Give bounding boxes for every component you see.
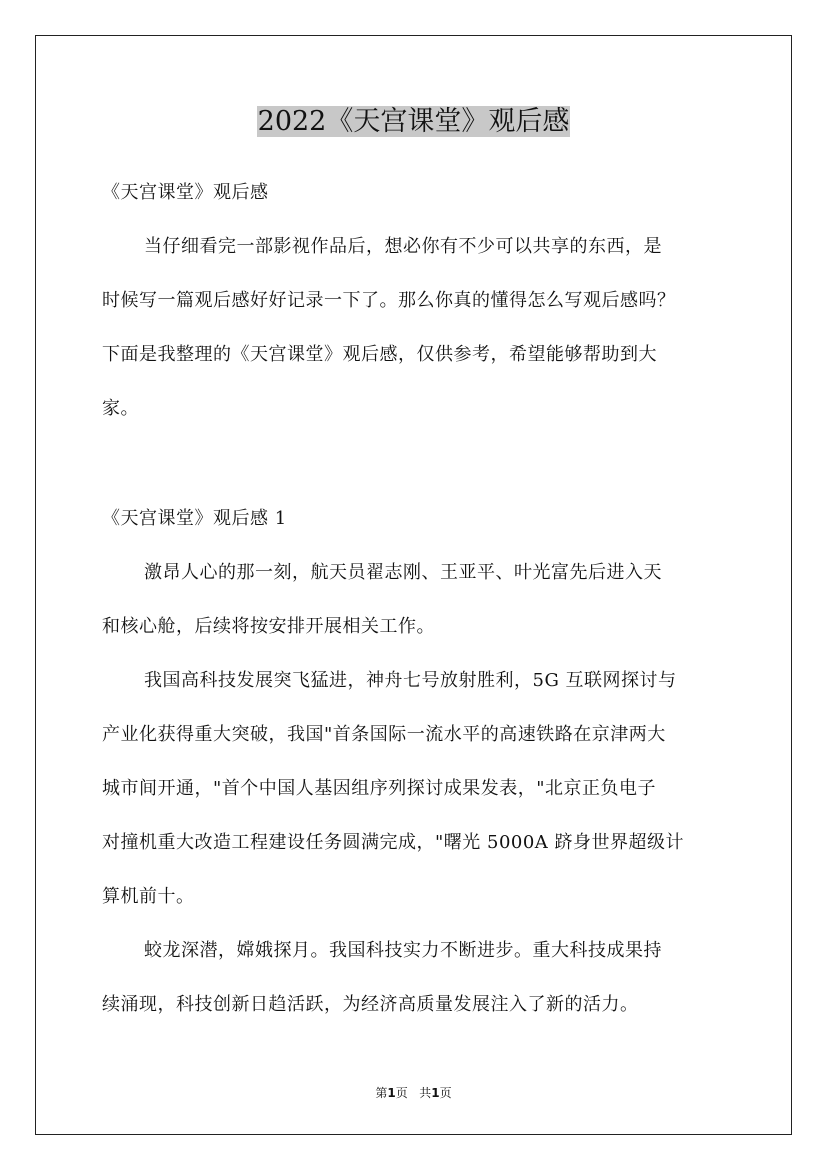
intro-paragraph [102, 220, 732, 436]
page-total: 1 [431, 1086, 440, 1100]
page-mid: 页 共 [395, 1086, 432, 1100]
para2-line-1: 我国高科技发展突飞猛进，神舟七号放射胜利，5G 互联网探讨与 [144, 670, 677, 691]
para3-line-1: 蛟龙深潜，嫦娥探月。我国科技实力不断进步。重大科技成果持 [144, 940, 662, 961]
page-footer [0, 1085, 827, 1101]
intro-line-1: 当仔细看完一部影视作品后，想必你有不少可以共享的东西，是 [144, 236, 662, 257]
document-title: 2022《天宫课堂》观后感 [257, 106, 570, 137]
section-1-heading: 《天宫课堂》观后感 1 [102, 508, 287, 529]
para1-line-2: 和核心舱，后续将按安排开展相关工作。 [102, 616, 435, 637]
para1-line-1: 激昂人心的那一刻，航天员翟志刚、王亚平、叶光富先后进入天 [144, 562, 662, 583]
intro-line-2: 时候写一篇观后感好好记录一下了。那么你真的懂得怎么写观后感吗？ [102, 290, 676, 311]
paragraph-3 [102, 924, 732, 1032]
intro-line-4: 家。 [102, 398, 139, 419]
para3-line-2: 续涌现，科技创新日趋活跃，为经济高质量发展注入了新的活力。 [102, 994, 639, 1015]
page-current: 1 [387, 1086, 396, 1100]
paragraph-2 [102, 654, 732, 924]
para2-line-5: 算机前十。 [102, 886, 195, 907]
para2-line-2: 产业化获得重大突破，我国"首条国际一流水平的高速铁路在京津两大 [102, 724, 666, 745]
intro-line-3: 下面是我整理的《天宫课堂》观后感，仅供参考，希望能够帮助到大 [102, 344, 657, 365]
page-prefix: 第 [375, 1086, 388, 1100]
para2-line-3: 城市间开通，"首个中国人基因组序列探讨成果发表，"北京正负电子 [102, 778, 657, 799]
intro-heading: 《天宫课堂》观后感 [102, 182, 269, 203]
page-suffix: 页 [439, 1086, 452, 1100]
para2-line-4: 对撞机重大改造工程建设任务圆满完成，"曙光 5000A 跻身世界超级计 [102, 832, 685, 853]
paragraph-1 [102, 546, 732, 654]
